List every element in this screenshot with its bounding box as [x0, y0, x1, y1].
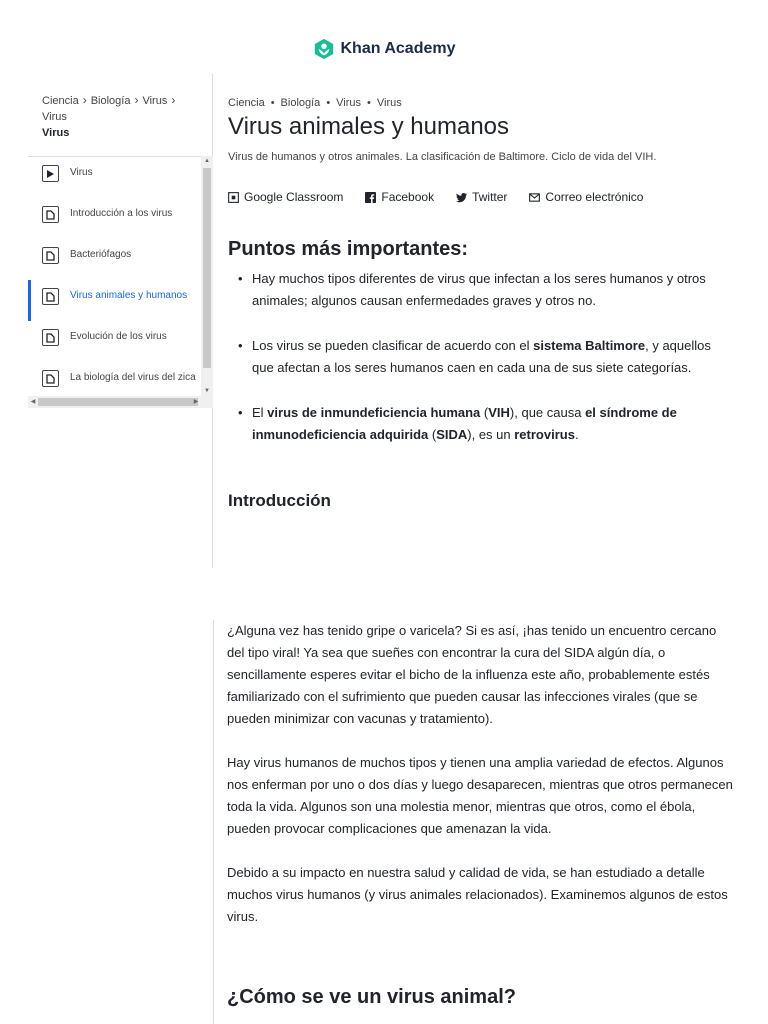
scroll-down-arrow-icon[interactable]: ▼: [204, 388, 210, 394]
article-icon: [42, 329, 59, 346]
section-heading-animal-virus: ¿Cómo se ve un virus animal?: [227, 986, 516, 1008]
intro-paragraph-2: Hay virus humanos de muchos tipos y tienen una amplia variedad de efectos. Algunos nos enferman por uno o dos días y luego desaparecen, mientras que otros permanecen toda la vida. Algunos son una molestia menor, mientras que otros, como el ébola, pueden provocar complicaciones que amenazan la vida.: [227, 755, 733, 836]
sidebar-item-virus[interactable]: [28, 157, 213, 198]
video-play-icon: [42, 165, 59, 182]
sidebar-item-evolucion[interactable]: [28, 321, 213, 362]
chevron-right-icon: ›: [134, 93, 139, 107]
chevron-right-icon: ›: [82, 93, 87, 107]
scroll-left-arrow-icon[interactable]: ◀: [30, 399, 36, 405]
sidebar-item-label: Virus: [70, 167, 93, 178]
chevron-right-icon: ›: [171, 93, 176, 107]
sida-term: el síndrome de inmunodeficiencia adquirida: [252, 405, 677, 442]
key-points-list: [228, 268, 728, 469]
sidebar-current-unit: Virus: [42, 127, 70, 139]
key-point-3-text-i: ), es un: [467, 427, 515, 442]
article-icon: [42, 288, 59, 305]
khan-academy-leaf-icon: [313, 38, 335, 60]
key-point-3-text-c: (: [480, 405, 489, 420]
share-google-classroom-button[interactable]: [228, 190, 343, 204]
sidebar-crumb-ciencia[interactable]: Ciencia: [42, 95, 79, 107]
key-point-1: • Hay muchos tipos diferentes de virus que infectan a los seres humanos y otros animales; algunos causan enfermedades graves y otros no.: [228, 268, 728, 312]
page-subtitle: Virus de humanos y otros animales. La clasificación de Baltimore. Ciclo de vida del VIH.: [228, 151, 657, 163]
breadcrumb: [228, 97, 402, 109]
article-icon: [42, 370, 59, 387]
course-sidebar: [28, 74, 213, 568]
intro-heading: Introducción: [228, 491, 331, 510]
key-point-3-text-g: (: [428, 427, 437, 442]
google-classroom-icon: [228, 192, 239, 203]
vih-term: virus de inmundeficiencia humana: [267, 405, 481, 420]
intro-paragraph-1: ¿Alguna vez has tenido gripe o varicela? Si es así, ¡has tenido un encuentro cercano del tipo viral! Ya sea que sueñes con encontrar la cura del SIDA algún día, o sencillamente esperes evitar el bicho de la influenza este año, probablemente estés familiarizado con el sufrimiento que pueden causar las infecciones virales (que se pueden minimizar con vacunas y tratamiento).: [227, 623, 717, 726]
share-bar: [228, 190, 643, 204]
sidebar-item-label: Evolución de los virus: [70, 331, 167, 342]
retrovirus-term: retrovirus: [514, 427, 575, 442]
crumb-ciencia[interactable]: Ciencia: [228, 97, 265, 109]
share-facebook-label: Facebook: [381, 190, 435, 204]
sidebar-crumb-virus-2[interactable]: Virus: [42, 111, 67, 123]
sidebar-crumb-biologia[interactable]: Biología: [90, 95, 131, 107]
scroll-up-arrow-icon[interactable]: ▲: [204, 158, 210, 164]
share-twitter-label: Twitter: [472, 190, 508, 204]
key-point-2: [228, 335, 728, 379]
share-twitter-button[interactable]: [456, 190, 507, 204]
sidebar-vertical-scrollbar[interactable]: [201, 156, 213, 396]
sidebar-item-label: Virus animales y humanos: [70, 290, 188, 301]
sistema-baltimore-term: sistema Baltimore: [533, 338, 646, 353]
twitter-icon: [456, 192, 467, 203]
scroll-right-arrow-icon[interactable]: ▶: [193, 399, 199, 405]
breadcrumb-separator: •: [367, 97, 371, 109]
key-point-3-text-e: ), que causa: [509, 405, 586, 420]
content-divider: [213, 620, 214, 1024]
sidebar-item-label: Introducción a los virus: [70, 208, 173, 219]
share-facebook-button[interactable]: [365, 190, 434, 204]
article-icon: [42, 247, 59, 264]
sidebar-breadcrumb: [42, 92, 202, 141]
scrollbar-thumb[interactable]: [38, 398, 198, 406]
sidebar-item-introduccion[interactable]: [28, 198, 213, 239]
key-point-2-text-a: Los virus se pueden clasificar de acuerdo con el: [252, 338, 534, 353]
share-email-label: Correo electrónico: [545, 190, 644, 204]
facebook-icon: [365, 192, 376, 203]
share-email-button[interactable]: [529, 190, 643, 204]
article-icon: [42, 206, 59, 223]
page-title: Virus animales y humanos: [228, 113, 510, 140]
vih-abbr: VIH: [488, 405, 510, 420]
brand-name: Khan Academy: [340, 40, 456, 57]
crumb-virus-2[interactable]: Virus: [376, 97, 402, 109]
key-point-3: [228, 402, 728, 446]
breadcrumb-separator: •: [326, 97, 331, 109]
key-points-heading: Puntos más importantes:: [228, 238, 469, 260]
khan-academy-logo[interactable]: [0, 38, 768, 60]
sidebar-item-label: Bacteriófagos: [70, 249, 132, 260]
sidebar-crumb-virus[interactable]: Virus: [142, 95, 168, 107]
sidebar-horizontal-scrollbar[interactable]: [28, 396, 213, 408]
sidebar-item-bacteriofagos[interactable]: [28, 239, 213, 280]
breadcrumb-separator: •: [270, 97, 275, 109]
key-point-2-text-c: , y aquellos que afectan a los seres humanos caen en cada una de sus siete categorías.: [252, 338, 711, 375]
scrollbar-thumb[interactable]: [203, 168, 211, 368]
sidebar-lesson-list: [28, 156, 213, 408]
key-point-3-text-a: El: [252, 405, 268, 420]
sidebar-item-virus-animales-y-humanos[interactable]: [28, 280, 213, 321]
sidebar-item-label: La biología del virus del zica: [70, 372, 196, 383]
key-point-3-text-k: .: [574, 427, 579, 442]
envelope-icon: [529, 192, 540, 203]
crumb-virus[interactable]: Virus: [336, 97, 362, 109]
sida-abbr: SIDA: [436, 427, 468, 442]
intro-paragraph-3: Debido a su impacto en nuestra salud y calidad de vida, se han estudiado a detalle muchos virus humanos (y virus animales relacionados). Examinemos algunos de estos virus.: [227, 865, 728, 924]
crumb-biologia[interactable]: Biología: [280, 97, 321, 109]
share-google-label: Google Classroom: [244, 190, 344, 204]
